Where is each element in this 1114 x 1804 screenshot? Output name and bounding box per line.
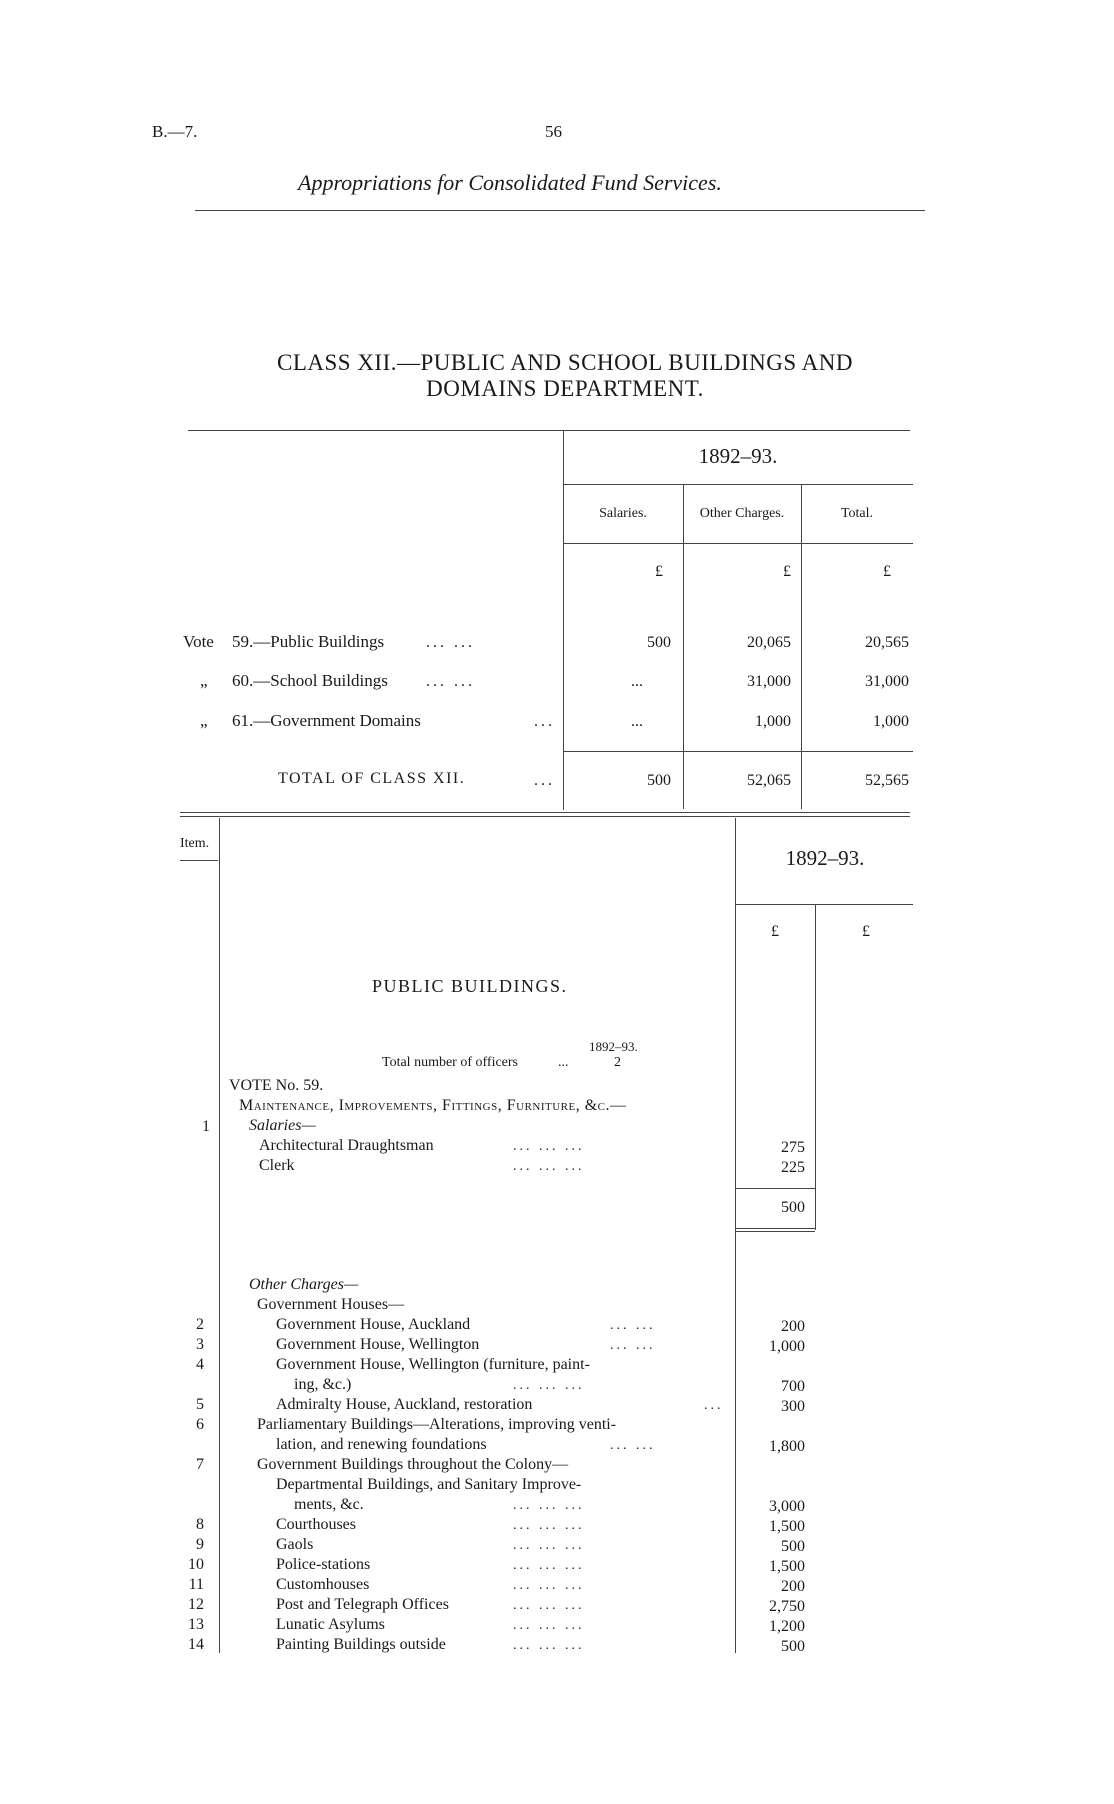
header-rule [195, 210, 925, 211]
item-description-continued: ments, &c. [294, 1496, 364, 1513]
page-number: 56 [545, 122, 562, 141]
item-number: 3 [196, 1336, 204, 1353]
government-houses-heading: Government Houses— [257, 1296, 405, 1313]
item-amount: 1,000 [769, 1338, 805, 1355]
item-amount: 1,500 [769, 1518, 805, 1535]
item-description: Gaols [276, 1536, 314, 1553]
class-title-line1: CLASS XII.—PUBLIC AND SCHOOL BUILDINGS AND [276, 350, 854, 375]
summary-currency-total: £ [883, 563, 891, 580]
summary-row-other: 20,065 [747, 634, 791, 651]
page-subtitle: Appropriations for Consolidated Fund Services. [298, 170, 722, 195]
item-leader: ... ... ... [513, 1378, 585, 1393]
item-amount: 3,000 [769, 1498, 805, 1515]
item-description: Admiralty House, Auckland, restoration [276, 1396, 533, 1413]
item-amount: 1,500 [769, 1558, 805, 1575]
salary-amount: 275 [781, 1139, 805, 1156]
item-leader: ... ... ... [513, 1538, 585, 1553]
item-amount: 500 [781, 1638, 805, 1655]
item-description: Parliamentary Buildings—Alterations, improving venti- [257, 1416, 617, 1433]
officers-count: 2 [614, 1055, 621, 1070]
item-description: Government House, Wellington (furniture, paint- [276, 1356, 590, 1373]
summary-top-rule [188, 430, 910, 431]
summary-year: 1892–93. [698, 444, 778, 468]
item-number: 4 [196, 1356, 204, 1373]
item-leader: ... ... [610, 1438, 656, 1453]
item-leader: ... ... [610, 1338, 656, 1353]
salaries-total: 500 [781, 1199, 805, 1216]
item-leader: ... ... ... [513, 1558, 585, 1573]
salaries-heading: Salaries— [249, 1117, 316, 1134]
salary-label: Architectural Draughtsman [259, 1137, 434, 1154]
item-number: 14 [188, 1636, 204, 1653]
item-description: Government Buildings throughout the Colony— [257, 1456, 569, 1473]
summary-currency-other: £ [783, 563, 791, 580]
summary-total-leader: ... [534, 772, 555, 789]
officers-label: Total number of officers [382, 1055, 518, 1070]
item-description-continued: lation, and renewing foundations [276, 1436, 487, 1453]
summary-col-total: Total. [840, 506, 874, 521]
summary-total-total: 52,565 [865, 772, 909, 789]
summary-row-prefix: Vote [183, 632, 214, 651]
item-leader: ... ... ... [513, 1618, 585, 1633]
item-description: Police-stations [276, 1556, 371, 1573]
item-number: 5 [196, 1396, 204, 1413]
item-description: Government House, Auckland [276, 1316, 471, 1333]
item-description: Customhouses [276, 1576, 370, 1593]
item-leader: ... ... ... [513, 1498, 585, 1513]
salary-leader: ... ... ... [513, 1139, 585, 1154]
summary-row-total: 20,565 [865, 634, 909, 651]
item-amount: 700 [781, 1378, 805, 1395]
other-charges-heading: Other Charges— [249, 1276, 359, 1293]
detail-item-rule [219, 818, 220, 1653]
summary-row-leader: ... ... [426, 634, 475, 651]
summary-row-total: 31,000 [865, 673, 909, 690]
summary-row-label: 59.—Public Buildings [232, 632, 385, 651]
summary-row-other: 31,000 [747, 673, 791, 690]
summary-row-leader: ... [534, 713, 555, 730]
vote-label: VOTE No. 59. [229, 1077, 324, 1094]
salaries-total-rule-double [735, 1231, 815, 1232]
detail-year-rule [735, 904, 913, 905]
item-amount: 2,750 [769, 1598, 805, 1615]
summary-row-prefix: „ [200, 711, 208, 730]
summary-bottom-rule [180, 812, 910, 813]
item-number: 11 [188, 1576, 204, 1593]
detail-currency-2: £ [862, 923, 870, 940]
salaries-total-rule [735, 1228, 815, 1229]
summary-row-salaries: ... [631, 713, 643, 730]
item-number: 6 [196, 1416, 204, 1433]
summary-row-total: 1,000 [873, 713, 909, 730]
document-reference: B.—7. [152, 122, 198, 141]
item-description: Painting Buildings outside [276, 1636, 446, 1653]
item-leader: ... ... [610, 1318, 656, 1333]
item-description-continued: Departmental Buildings, and Sanitary Improve- [276, 1476, 582, 1493]
summary-currency-salaries: £ [655, 563, 663, 580]
officers-leader: ... [558, 1055, 569, 1070]
item-number: 7 [196, 1456, 204, 1473]
summary-row-salaries: ... [631, 673, 643, 690]
summary-col-salaries: Salaries. [599, 506, 647, 521]
detail-year: 1892–93. [785, 846, 865, 870]
item-number: 13 [188, 1616, 204, 1633]
item-leader: ... ... ... [513, 1598, 585, 1613]
item-amount: 500 [781, 1538, 805, 1555]
salaries-subtotal-rule [735, 1188, 815, 1189]
salary-leader: ... ... ... [513, 1159, 585, 1174]
section-title: PUBLIC BUILDINGS. [372, 976, 568, 996]
summary-col-other: Other Charges. [699, 506, 785, 521]
officers-year: 1892–93. [589, 1039, 638, 1054]
item-number: 8 [196, 1516, 204, 1533]
summary-divider [563, 430, 564, 810]
summary-subtotal-rule [563, 751, 913, 752]
item-description: Courthouses [276, 1516, 356, 1533]
item-number: 2 [196, 1316, 204, 1333]
detail-subtotal-rule [815, 905, 816, 1230]
item-amount: 300 [781, 1398, 805, 1415]
summary-header-rule [563, 543, 913, 544]
item-amount: 200 [781, 1318, 805, 1335]
item-description: Lunatic Asylums [276, 1616, 385, 1633]
item-leader: ... ... ... [513, 1638, 585, 1653]
item-amount: 200 [781, 1578, 805, 1595]
salary-label: Clerk [259, 1157, 295, 1174]
summary-row-salaries: 500 [647, 634, 671, 651]
detail-item-header-rule [180, 860, 218, 861]
summary-total-salaries: 500 [647, 772, 671, 789]
item-amount: 1,800 [769, 1438, 805, 1455]
item-number: 9 [196, 1536, 204, 1553]
item-number: 1 [202, 1118, 210, 1135]
salary-amount: 225 [781, 1159, 805, 1176]
item-description: Post and Telegraph Offices [276, 1596, 449, 1613]
item-description: Government House, Wellington [276, 1336, 480, 1353]
summary-total-other: 52,065 [747, 772, 791, 789]
summary-row-prefix: „ [200, 671, 208, 690]
summary-bottom-rule-double [180, 816, 910, 817]
item-leader: ... [704, 1398, 724, 1413]
summary-year-rule [563, 484, 913, 485]
item-leader: ... ... ... [513, 1578, 585, 1593]
summary-total-label: TOTAL OF CLASS XII. [278, 770, 466, 787]
summary-row-label: 61.—Government Domains [232, 711, 421, 730]
item-number: 12 [188, 1596, 204, 1613]
detail-currency-1: £ [771, 923, 779, 940]
summary-row-leader: ... ... [426, 673, 475, 690]
item-leader: ... ... ... [513, 1518, 585, 1533]
item-description-continued: ing, &c.) [294, 1376, 352, 1393]
summary-row-label: 60.—School Buildings [232, 671, 388, 690]
summary-row-other: 1,000 [755, 713, 791, 730]
vote-heading: Maintenance, Improvements, Fittings, Furniture, &c.— [239, 1097, 627, 1114]
class-title-line2: DOMAINS DEPARTMENT. [426, 376, 704, 401]
detail-item-header: Item. [180, 836, 210, 851]
item-number: 10 [188, 1556, 204, 1573]
item-amount: 1,200 [769, 1618, 805, 1635]
